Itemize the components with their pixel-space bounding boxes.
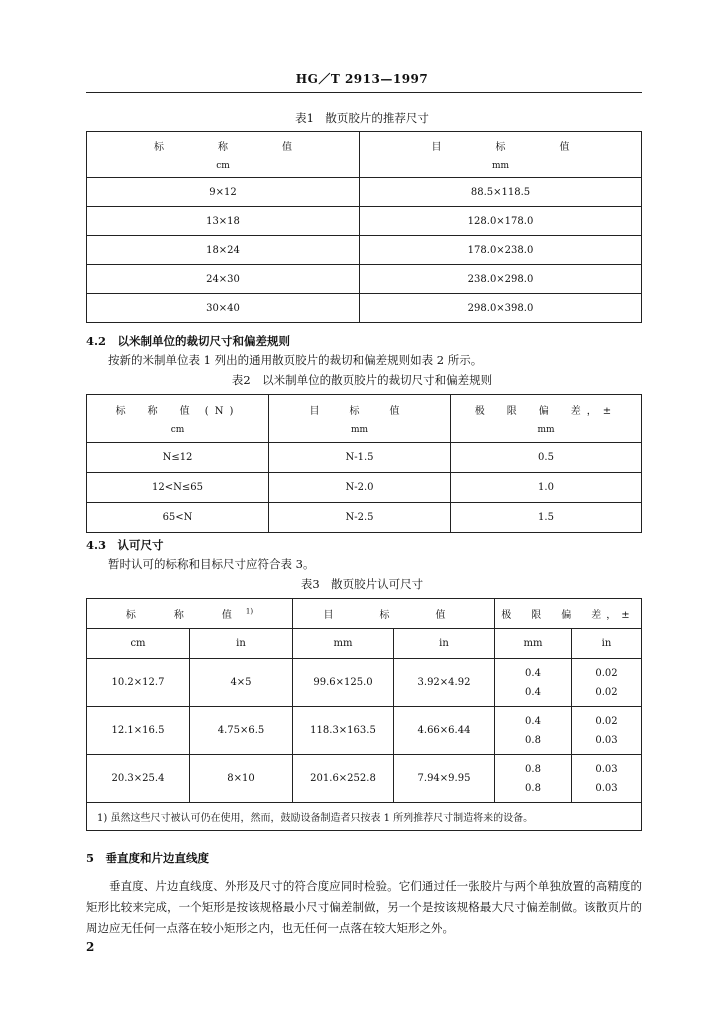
table1-cell: 238.0×298.0 [360, 265, 642, 294]
table2-cell: N≤12 [87, 443, 269, 473]
table3-caption: 表3 散页胶片认可尺寸 [300, 577, 424, 591]
table3-unit-mm: mm [495, 629, 572, 659]
table3-cell [572, 755, 642, 803]
table-row [87, 503, 642, 533]
deviation-value: 0.8 [525, 763, 541, 775]
deviation-value: 0.4 [525, 715, 541, 727]
section-4-2-text: 按新的米制单位表 1 列出的通用散页胶片的裁切和偏差规则如表 2 所示。 [108, 353, 483, 367]
table1-cell: 298.0×398.0 [360, 294, 642, 323]
table3-head-nominal [87, 599, 293, 629]
table3-cell: 3.92×4.92 [394, 659, 495, 707]
table3-cell [495, 707, 572, 755]
table1-cell: 13×18 [87, 207, 360, 236]
table3-unit-mm: mm [293, 629, 394, 659]
table3-unit-in: in [572, 629, 642, 659]
deviation-value: 0.03 [595, 782, 618, 794]
table3-head-target [293, 599, 495, 629]
table3-note-row [87, 803, 642, 831]
table2-head-target-unit: mm [350, 425, 369, 435]
table1-cell: 178.0×238.0 [360, 236, 642, 265]
table-row [87, 755, 642, 803]
deviation-value: 0.02 [595, 686, 618, 698]
deviation-value: 0.4 [525, 667, 541, 679]
deviation-value: 0.02 [595, 715, 618, 727]
table1-cell: 30×40 [87, 294, 360, 323]
table3-head-nominal-label: 标 称 值 [125, 610, 246, 621]
section-5-text: 垂直度、片边直线度、外形及尺寸的符合度应同时检验。它们通过任一张胶片与两个单独放置的高精度的矩形比较来完成，一个矩形是按该规格最小尺寸偏差制做，另一个是按该规格最大尺寸偏差制做。该散页片的周边应无任何一点落在较小矩形之内，也无任何一点落在较大矩形之外。 [86, 879, 642, 935]
table1-caption: 表1 散页胶片的推荐尺寸 [295, 111, 429, 125]
section-4-3-title: 4.3 认可尺寸 [86, 538, 164, 552]
table3-cell: 12.1×16.5 [87, 707, 190, 755]
table3-unit-in: in [190, 629, 293, 659]
table3-cell: 4.66×6.44 [394, 707, 495, 755]
table2-head-limit [451, 395, 642, 443]
table3-header-row [87, 599, 642, 629]
table2-cell: 1.5 [451, 503, 642, 533]
table3-cell [572, 659, 642, 707]
table2-cell: N-2.5 [269, 503, 451, 533]
table3-cell: 10.2×12.7 [87, 659, 190, 707]
table2-cell: 65<N [87, 503, 269, 533]
table2-head-nominal-label: 标 称 值 (N) [115, 406, 240, 417]
table2-header-row [87, 395, 642, 443]
section-4-2-title: 4.2 以米制单位的裁切尺寸和偏差规则 [86, 334, 291, 348]
table-row [87, 443, 642, 473]
table1-cell: 18×24 [87, 236, 360, 265]
table-row [87, 207, 642, 236]
table2-caption: 表2 以米制单位的散页胶片的裁切尺寸和偏差规则 [231, 373, 493, 387]
table3-cell [572, 707, 642, 755]
table3-head-limit [495, 599, 642, 629]
table-row [87, 659, 642, 707]
table2-cell: 0.5 [451, 443, 642, 473]
section-4-3-text: 暂时认可的标称和目标尺寸应符合表 3。 [108, 557, 315, 571]
deviation-value: 0.4 [525, 686, 541, 698]
table2-head-target-label: 目 标 值 [309, 406, 410, 417]
table3-cell: 8×10 [190, 755, 293, 803]
table1-head-nominal-unit: cm [216, 161, 230, 171]
deviation-value: 0.8 [525, 734, 541, 746]
table3-unit-in: in [394, 629, 495, 659]
deviation-value: 0.03 [595, 763, 618, 775]
table1-header-row [87, 132, 642, 178]
table1-cell: 9×12 [87, 178, 360, 207]
deviation-value: 0.8 [525, 782, 541, 794]
deviation-value: 0.03 [595, 734, 618, 746]
table3-unit-row [87, 629, 642, 659]
table3-cell: 4×5 [190, 659, 293, 707]
table2-cell: N-1.5 [269, 443, 451, 473]
table2-head-limit-unit: mm [537, 425, 555, 435]
page-header: HG／T 2913—1997 [295, 72, 429, 86]
table2-cell: N-2.0 [269, 473, 451, 503]
table2 [86, 394, 642, 533]
table3-head-limit-label: 极 限 偏 差，± [501, 610, 635, 621]
footnote-marker: 1) [245, 607, 254, 616]
table-row [87, 473, 642, 503]
table2-head-nominal [87, 395, 269, 443]
table-row [87, 265, 642, 294]
table1-cell: 88.5×118.5 [360, 178, 642, 207]
section-5-title: 5 垂直度和片边直线度 [86, 851, 210, 865]
table2-cell: 12<N≤65 [87, 473, 269, 503]
table2-cell: 1.0 [451, 473, 642, 503]
table1 [86, 131, 642, 323]
table2-head-target [269, 395, 451, 443]
table2-head-nominal-unit: cm [170, 425, 185, 435]
table1-head-target-unit: mm [491, 161, 510, 171]
table1-head-nominal-label: 标 称 值 [154, 142, 314, 153]
table1-head-target [360, 132, 642, 178]
table1-head-target-label: 目 标 值 [431, 142, 592, 153]
table1-cell: 24×30 [87, 265, 360, 294]
table-row [87, 178, 642, 207]
table3-footnote: 1) 虽然这些尺寸被认可仍在使用，然而，鼓励设备制造者只按表 1 所列推荐尺寸制造将来的设备。 [87, 803, 642, 831]
table3-head-target-label: 目 标 值 [323, 610, 464, 621]
table3-cell: 7.94×9.95 [394, 755, 495, 803]
table3-unit-cm: cm [87, 629, 190, 659]
table3-cell: 20.3×25.4 [87, 755, 190, 803]
table1-cell: 128.0×178.0 [360, 207, 642, 236]
table-row [87, 294, 642, 323]
page-number: 2 [86, 940, 95, 954]
deviation-value: 0.02 [595, 667, 618, 679]
table-row [87, 707, 642, 755]
table3-cell: 99.6×125.0 [293, 659, 394, 707]
table3-cell [495, 755, 572, 803]
header-rule [86, 92, 642, 93]
table3-cell [495, 659, 572, 707]
table2-head-limit-label: 极 限 偏 差，± [474, 406, 618, 417]
table-row [87, 236, 642, 265]
table3-cell: 201.6×252.8 [293, 755, 394, 803]
table3-cell: 4.75×6.5 [190, 707, 293, 755]
table3-cell: 118.3×163.5 [293, 707, 394, 755]
table1-head-nominal [87, 132, 360, 178]
table3 [86, 598, 642, 831]
